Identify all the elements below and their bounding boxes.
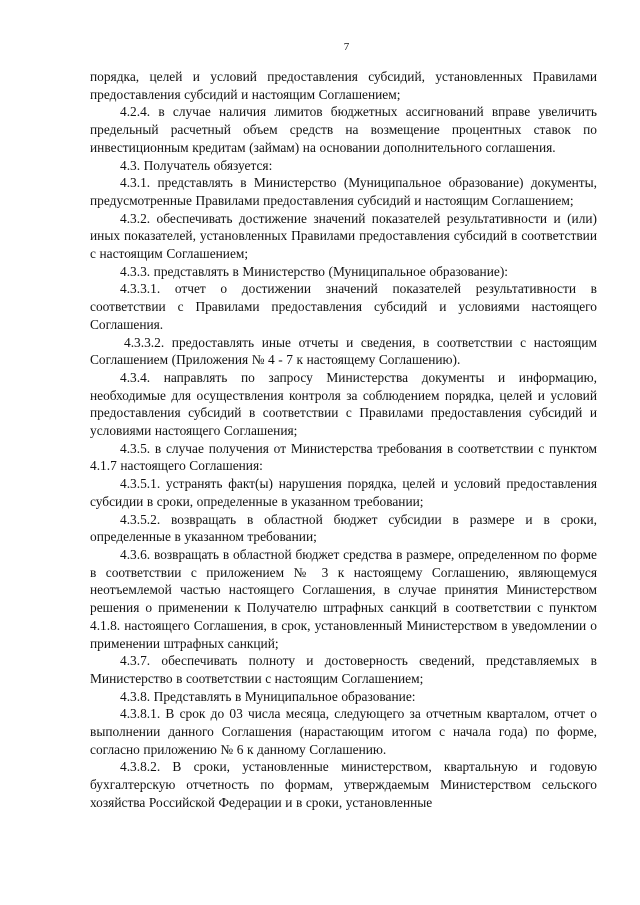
paragraph-4-3-1: 4.3.1. представлять в Министерство (Муниципальное образование) документы, предусмотренные Правилами предоставления субсидий и настоящим Соглашением;	[90, 175, 597, 208]
paragraph-4-3-5-1: 4.3.5.1. устранять факт(ы) нарушения порядка, целей и условий предоставления субсидии в сроки, определенные в указанном требовании;	[90, 476, 597, 509]
document-page	[90, 40, 597, 812]
paragraph-4-3: 4.3. Получатель обязуется:	[120, 157, 273, 173]
paragraph-4-3-8-2: 4.3.8.2. В сроки, установленные министерством, квартальную и годовую бухгалтерскую отчетность по формам, утверждаемым Министерством сельского хозяйства Российской Федерации и в сроки, установленные	[90, 759, 597, 810]
paragraph-4-3-5-2: 4.3.5.2. возвращать в областной бюджет субсидии в размере и в сроки, определенные в указанном требовании;	[90, 511, 597, 545]
paragraph-continuation: порядка, целей и условий предоставления субсидий, установленных Правилами предоставления субсидий и настоящим Соглашением;	[90, 69, 597, 102]
page-number: 7	[343, 41, 350, 53]
paragraph-4-3-8: 4.3.8. Представлять в Муниципальное образование:	[120, 688, 416, 704]
paragraph-4-3-3-1: 4.3.3.1. отчет о достижении значений показателей результативности в соответствии с Правилами предоставления субсидий и условиями настоящего Соглашения.	[90, 281, 597, 332]
paragraph-4-3-3: 4.3.3. представлять в Министерство (Муниципальное образование):	[120, 263, 509, 279]
paragraph-4-3-7: 4.3.7. обеспечивать полноту и достоверность сведений, представляемых в Министерство в соответствии с настоящим Соглашением;	[90, 653, 597, 686]
paragraph-4-3-6: 4.3.6. возвращать в областной бюджет средства в размере, определенном по форме в соответствии с приложением № 3 к настоящему Соглашению, являющемуся неотъемлемой частью настоящего Соглашения, в случае принятия Министерством решения о применении к Получателю штрафных санкций в соответствии с пунктом 4.1.8. настоящего Соглашения, в срок, установленный Министерством в уведомлении о применении штрафных санкций;	[90, 546, 597, 651]
paragraph-4-3-4: 4.3.4. направлять по запросу Министерства документы и информацию, необходимые для осуществления контроля за соблюдением порядка, целей и условий предоставления субсидий в соответствии с Правилами предоставления субсидий и условиями настоящего Соглашения;	[90, 369, 597, 439]
paragraph-4-3-8-1: 4.3.8.1. В срок до 03 числа месяца, следующего за отчетным кварталом, отчет о выполнении данного Соглашения (нарастающим итогом с начала года) по форме, согласно приложению № 6 к данному Соглашению.	[90, 706, 597, 757]
paragraph-4-3-5: 4.3.5. в случае получения от Министерства требования в соответствии с пунктом 4.1.7 настоящего Соглашения:	[90, 440, 597, 474]
paragraph-4-3-3-2: 4.3.3.2. предоставлять иные отчеты и сведения, в соответствии с настоящим Соглашением (Приложения № 4 - 7 к настоящему Соглашению).	[90, 334, 597, 368]
paragraph-4-2-4: 4.2.4. в случае наличия лимитов бюджетных ассигнований вправе увеличить предельный расчетный объем средств на возмещение процентных ставок по инвестиционным кредитам (займам) на основании дополнительного соглашения.	[90, 104, 597, 155]
paragraph-4-3-2: 4.3.2. обеспечивать достижение значений показателей результативности и (или) иных показателей, установленных Правилами предоставления субсидий в соответствии с настоящим Соглашением;	[90, 210, 597, 262]
